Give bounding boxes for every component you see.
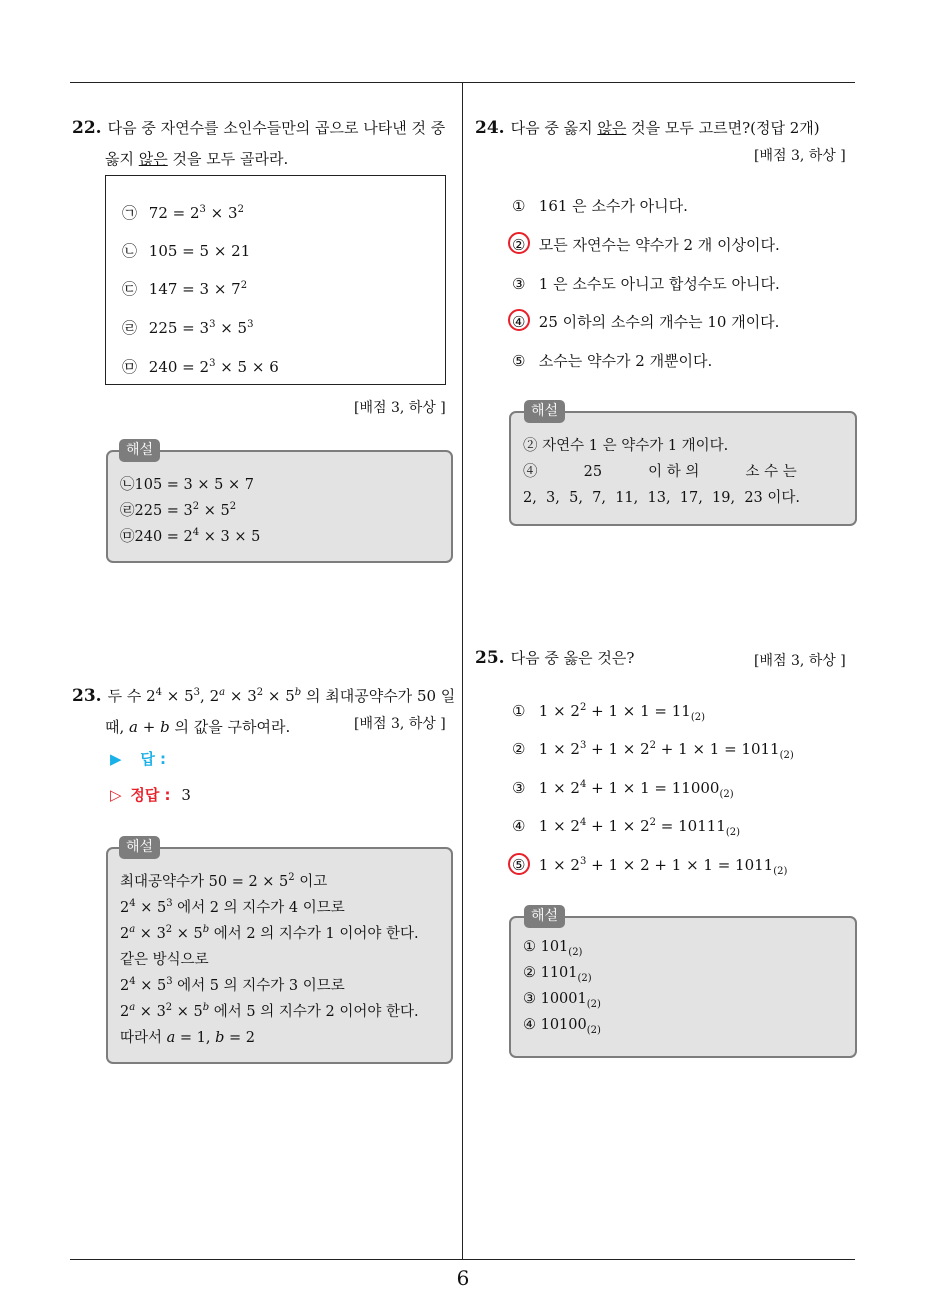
option-expression: $1 \times 2^3 + 1 \times 2 + 1 \times 1 = 1011_{(2)}$ (538, 856, 788, 877)
solution-line: ㉤240 = $2^4 \times 3 \times 5$ (120, 527, 261, 545)
solution-line: ④ $10100_{(2)}$ (523, 1017, 601, 1036)
item-expression: $225 = 3^3 \times 5^3$ (148, 319, 254, 337)
option-marker: ① (512, 702, 526, 720)
solution-box (106, 450, 453, 563)
solution-line: 2, 3, 5, 7, 11, 13, 17, 19, 23 이다. (523, 490, 801, 506)
given-item (122, 202, 244, 223)
solution-line: 같은 방식으로 (120, 952, 209, 968)
item-expression: $72 = 2^3 \times 3^2$ (148, 204, 244, 222)
question-23 (72, 681, 457, 743)
item-marker: ㉡ (122, 242, 138, 260)
question-22 (72, 113, 457, 175)
item-marker: ㉣ (122, 319, 138, 337)
column-divider (462, 82, 463, 1260)
solution-box (106, 847, 453, 1064)
solution-line: ② $1101_{(2)}$ (523, 965, 592, 984)
option-2[interactable] (512, 740, 794, 761)
option-marker: ④ (512, 817, 526, 835)
answer-circle-icon (508, 309, 530, 331)
correct-label: 정답 : (130, 786, 171, 804)
item-expression: $240 = 2^3 \times 5 \times 6$ (148, 358, 279, 376)
question-text: 다음 중 옳은 것은? (510, 649, 635, 667)
answer-label: 답 : (140, 750, 167, 768)
answer-circle-icon (508, 853, 530, 875)
solution-tab: 해설 (119, 836, 160, 859)
correct-value: 3 (181, 786, 191, 804)
option-marker: ⑤ (512, 856, 526, 874)
solution-line: ㉡105 = 3 × 5 × 7 (120, 477, 254, 493)
option-text: 25 이하의 소수의 개수는 10 개이다. (538, 313, 780, 331)
option-expression: $1 \times 2^2 + 1 \times 1 = 11_{(2)}$ (538, 702, 706, 723)
solution-tab: 해설 (524, 905, 565, 928)
underlined-word: 않은 (138, 150, 168, 168)
option-5[interactable] (512, 350, 712, 371)
item-expression: 105 = 5 × 21 (148, 242, 251, 260)
option-1[interactable] (512, 195, 688, 216)
given-item (122, 278, 247, 299)
option-3[interactable] (512, 779, 734, 800)
given-items-box (105, 175, 446, 385)
score-label: [배점 3, 하상 ] (354, 400, 446, 416)
item-marker: ㉠ (122, 204, 138, 222)
correct-arrow-icon: ▷ (110, 786, 122, 804)
item-marker: ㉤ (122, 358, 138, 376)
option-marker: ⑤ (512, 352, 526, 370)
underlined-word: 않은 (597, 119, 627, 137)
bottom-rule (70, 1259, 855, 1260)
question-number: 24. (475, 118, 505, 138)
score-label: [배점 3, 하상 ] (354, 716, 446, 732)
given-item (122, 317, 253, 338)
option-2[interactable] (512, 234, 780, 255)
score-label: [배점 3, 하상 ] (754, 653, 846, 669)
question-number: 22. (72, 118, 102, 138)
question-24 (475, 113, 855, 144)
page-number: 6 (456, 1266, 470, 1290)
item-expression: $147 = 3 \times 7^2$ (148, 280, 248, 298)
solution-line: 따라서 a = 1, b = 2 (120, 1030, 255, 1046)
option-marker: ② (512, 740, 526, 758)
option-3[interactable] (512, 273, 780, 294)
solution-line: $2^a \times 3^2 \times 5^b$ 에서 5 의 지수가 2 이어야 한다. (120, 1002, 419, 1020)
question-text-post: 것을 모두 고르면?(정답 2개) (626, 119, 820, 137)
solution-line: $2^4 \times 5^3$ 에서 2 의 지수가 4 이므로 (120, 898, 345, 916)
question-number: 23. (72, 686, 102, 706)
option-marker: ③ (512, 275, 526, 293)
option-1[interactable] (512, 702, 706, 723)
answer-arrow-icon: ▶ (110, 750, 122, 768)
score-label: [배점 3, 하상 ] (754, 148, 846, 164)
option-marker: ① (512, 197, 526, 215)
solution-line: $2^4 \times 5^3$ 에서 5 의 지수가 3 이므로 (120, 976, 345, 994)
option-4[interactable] (512, 311, 779, 332)
option-5[interactable] (512, 856, 788, 877)
item-marker: ㉢ (122, 280, 138, 298)
question-number: 25. (475, 648, 505, 668)
solution-line: ㉣225 = $3^2 \times 5^2$ (120, 501, 237, 519)
solution-line: $2^a \times 3^2 \times 5^b$ 에서 2 의 지수가 1 이어야 한다. (120, 924, 419, 942)
solution-line: ③ $10001_{(2)}$ (523, 991, 601, 1010)
question-text-line1: 두 수 $2^4 \times 5^3$, $2^a \times 3^2 \times 5^b$ 의 최대공약수가 50 일 (107, 687, 456, 705)
correct-answer-row (110, 784, 191, 805)
answer-circle-icon (508, 232, 530, 254)
option-expression: $1 \times 2^3 + 1 \times 2^2 + 1 \times 1 = 1011_{(2)}$ (538, 740, 794, 761)
option-text: 1 은 소수도 아니고 합성수도 아니다. (538, 275, 780, 293)
solution-tab: 해설 (524, 400, 565, 423)
option-marker: ② (512, 236, 526, 254)
solution-tab: 해설 (119, 439, 160, 462)
option-text: 소수는 약수가 2 개뿐이다. (538, 352, 713, 370)
question-text-line1: 다음 중 자연수를 소인수들만의 곱으로 나타낸 것 중 (107, 119, 446, 137)
solution-line: ② 자연수 1 은 약수가 1 개이다. (523, 438, 729, 454)
option-marker: ④ (512, 313, 526, 331)
option-4[interactable] (512, 817, 741, 838)
option-marker: ③ (512, 779, 526, 797)
option-text: 모든 자연수는 약수가 2 개 이상이다. (538, 236, 780, 254)
question-text-line2: 때, a + b 의 값을 구하여라. (105, 718, 291, 736)
question-text-line2-post: 것을 모두 골라라. (167, 150, 289, 168)
option-text: 161 은 소수가 아니다. (538, 197, 688, 215)
question-text-line2-pre: 옳지 (105, 150, 139, 168)
solution-line: ④ 25 이 하 의 소 수 는 (523, 464, 797, 480)
given-item (122, 240, 250, 261)
solution-box (509, 916, 857, 1058)
question-25 (475, 643, 634, 674)
given-item (122, 356, 279, 377)
answer-row (110, 748, 166, 769)
option-expression: $1 \times 2^4 + 1 \times 2^2 = 10111_{(2)}$ (538, 817, 741, 838)
solution-line: 최대공약수가 $50 = 2 \times 5^2$ 이고 (120, 872, 328, 890)
question-text-pre: 다음 중 옳지 (510, 119, 598, 137)
option-expression: $1 \times 2^4 + 1 \times 1 = 11000_{(2)}$ (538, 779, 734, 800)
solution-line: ① $101_{(2)}$ (523, 939, 583, 958)
solution-box (509, 411, 857, 526)
